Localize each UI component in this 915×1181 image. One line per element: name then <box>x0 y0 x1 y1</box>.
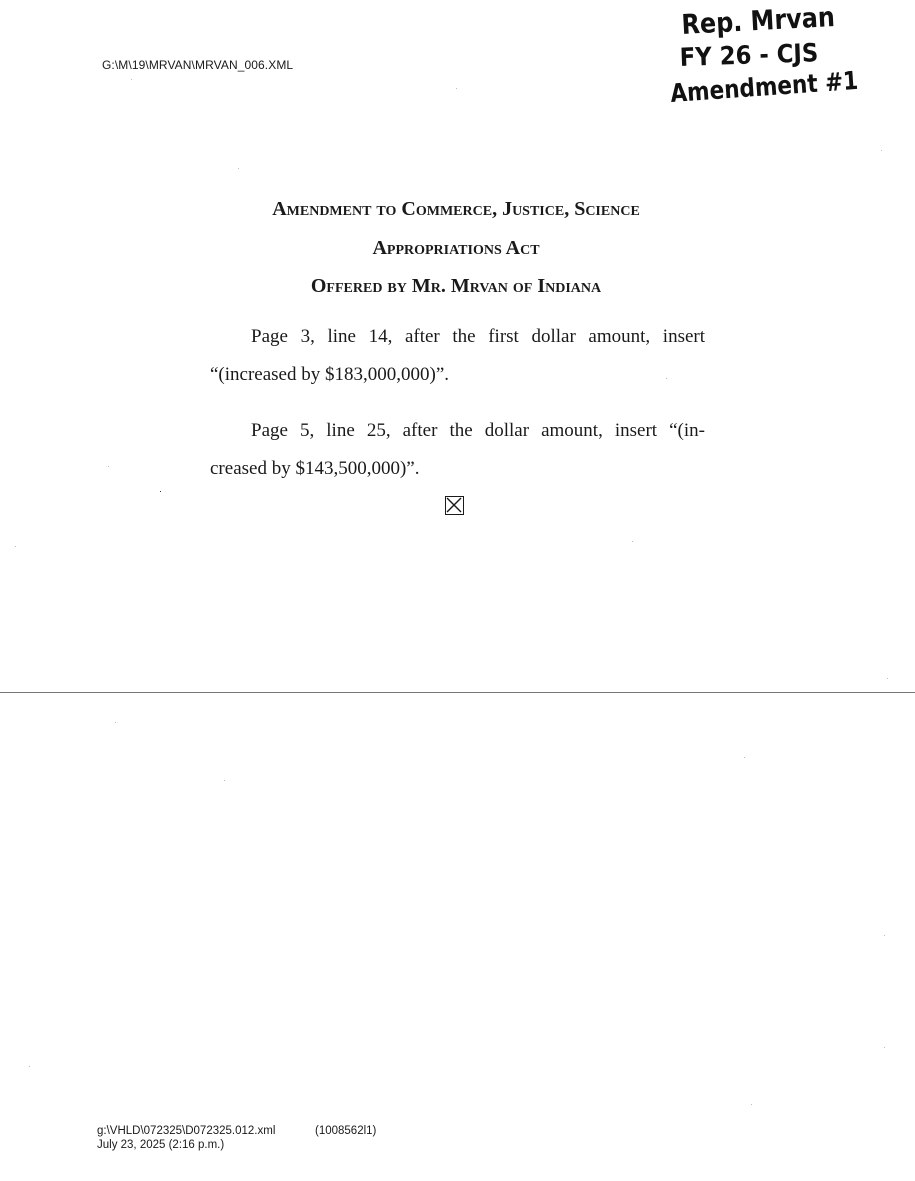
footer-date: July 23, 2025 (2:16 p.m.) <box>97 1139 225 1151</box>
paragraph-1-line-2: “(increased by $183,000,000)”. <box>210 364 450 385</box>
paragraph-2-line-2: creased by $143,500,000)”. <box>210 458 420 479</box>
footer-path: g:\VHLD\072325\D072325.012.xml <box>97 1125 276 1137</box>
amendment-title <box>0 190 915 306</box>
amendment-paragraph-2 <box>210 412 705 488</box>
scan-speck <box>666 378 667 379</box>
scan-speck <box>160 491 161 492</box>
title-line-1: Amendment to Commerce, Justice, Science <box>272 198 640 220</box>
footer-doc-id: (1008562l1) <box>315 1125 377 1137</box>
title-line-3: Offered by Mr. Mrvan of Indiana <box>310 275 602 297</box>
handwritten-note <box>660 4 880 112</box>
file-path-header: G:\M\19\MRVAN\MRVAN_006.XML <box>102 58 294 72</box>
scan-speck <box>15 546 16 547</box>
scan-speck <box>29 1066 30 1067</box>
scan-speck <box>456 88 457 89</box>
scan-speck <box>224 780 225 781</box>
scan-speck <box>632 541 633 542</box>
paragraph-1-line-1: Page 3, line 14, after the first dollar amount, insert <box>251 326 705 347</box>
title-line-2: Appropriations Act <box>372 236 540 259</box>
scan-speck <box>238 168 239 169</box>
end-of-text-box-icon <box>445 496 464 515</box>
scan-speck <box>884 935 885 936</box>
scan-speck <box>881 150 882 151</box>
scan-speck <box>887 678 888 679</box>
scan-speck <box>115 722 116 723</box>
amendment-paragraph-1 <box>210 318 705 394</box>
handwritten-note-line2: FY 26 - CJS <box>679 38 819 73</box>
scan-speck <box>751 1104 752 1105</box>
handwritten-note-line3: Amendment #1 <box>669 65 860 109</box>
document-footer <box>97 1124 377 1152</box>
scan-speck <box>108 466 109 467</box>
scan-speck <box>744 757 745 758</box>
scan-speck <box>884 1047 885 1048</box>
scan-speck <box>131 79 132 80</box>
handwritten-note-line1: Rep. Mrvan <box>680 4 836 42</box>
page-divider <box>0 692 915 693</box>
paragraph-2-line-1: Page 5, line 25, after the dollar amount, insert “(in- <box>251 420 705 441</box>
